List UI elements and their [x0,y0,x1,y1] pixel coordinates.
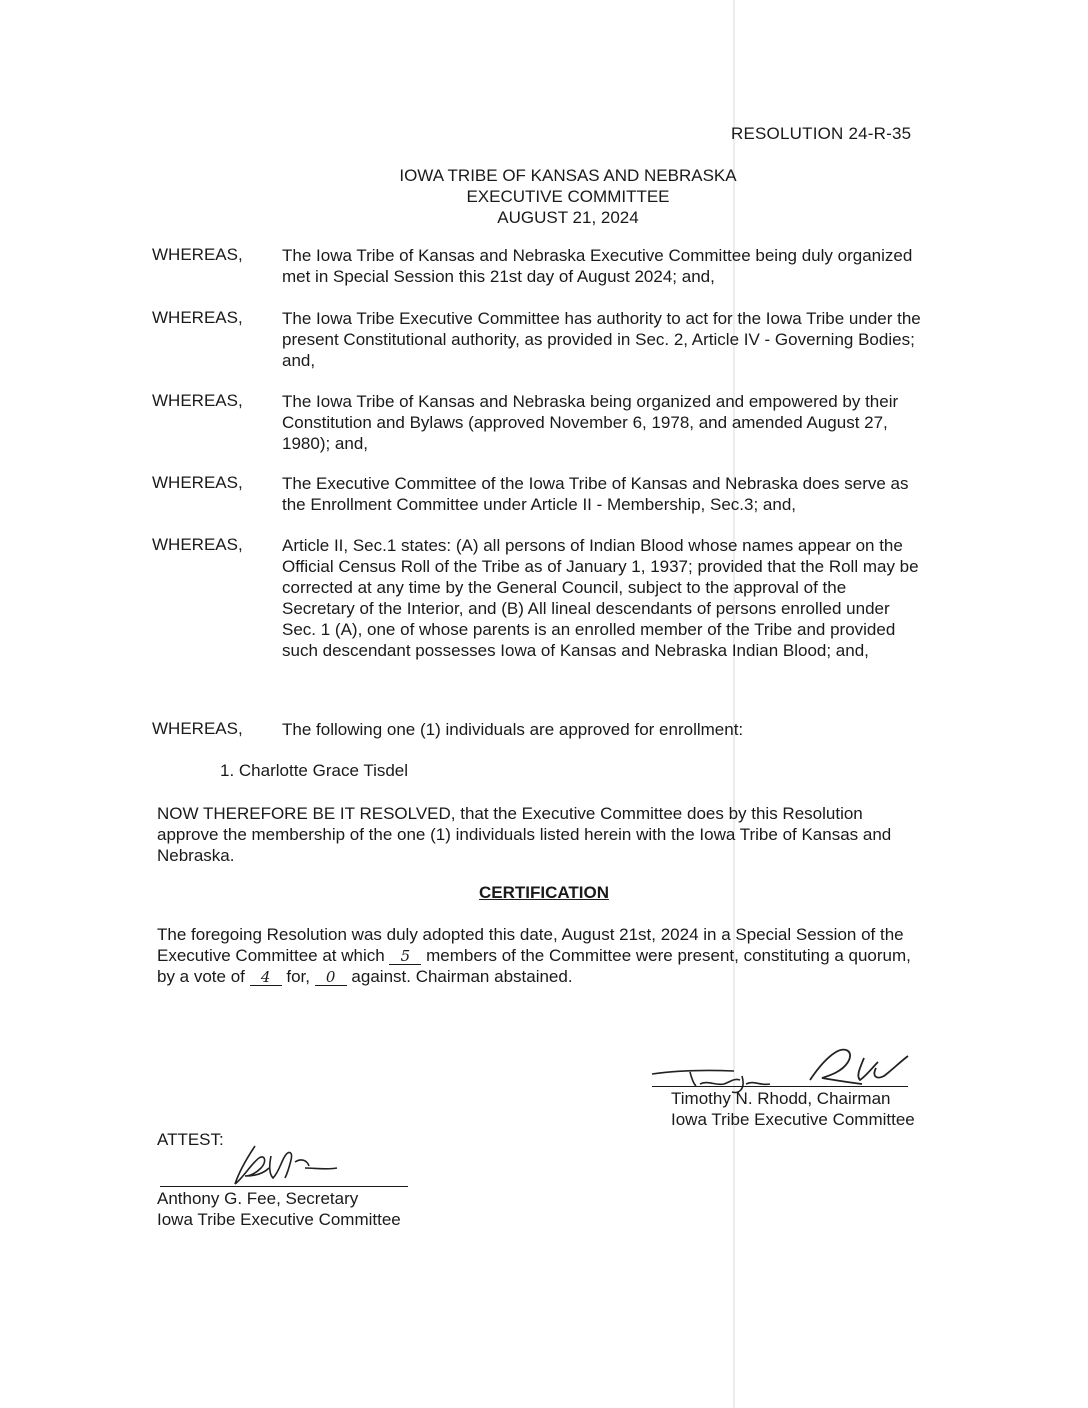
certification-text: for, [281,967,315,986]
whereas-label: WHEREAS, [152,391,243,410]
document-header [0,165,1088,228]
header-organization: IOWA TRIBE OF KANSAS AND NEBRASKA [399,166,737,185]
whereas-label: WHEREAS, [152,245,243,264]
whereas-label: WHEREAS, [152,719,243,738]
secretary-signature-line [160,1186,408,1187]
whereas-text: The following one (1) individuals are approved for enrollment: [282,720,744,739]
resolution-number: RESOLUTION 24-R-35 [731,124,912,143]
chairman-block [671,1088,915,1130]
secretary-name: Anthony G. Fee, Secretary [157,1189,359,1208]
whereas-label: WHEREAS, [152,473,243,492]
votes-against-value: 0 [315,969,347,986]
whereas-text: The Iowa Tribe of Kansas and Nebraska being organized and empowered by their Constitution and Bylaws (approved November 6, 1978, and amended August 27, 1980); and, [282,392,899,453]
attest-label: ATTEST: [157,1130,224,1149]
chairman-signature-line [652,1086,908,1087]
secretary-block [157,1188,401,1230]
whereas-label: WHEREAS, [152,535,243,554]
certification-text: against. Chairman abstained. [346,967,573,986]
header-date: AUGUST 21, 2024 [497,208,639,227]
certification-heading: CERTIFICATION [478,883,609,902]
certification-text: The foregoing Resolution was duly adopted this date, August 21st, 2024 in a Special Session of the Executive Committee at which [157,925,904,965]
secretary-signature [225,1138,375,1190]
secretary-title: Iowa Tribe Executive Committee [157,1210,401,1229]
certification-text: members of the Committee were present, constituting a quorum, by a vote of [157,946,911,986]
chairman-name: Timothy N. Rhodd, Chairman [671,1089,891,1108]
whereas-text: The Iowa Tribe of Kansas and Nebraska Executive Committee being duly organized met in Special Session this 21st day of August 2024; and, [282,246,913,286]
members-present-value: 5 [389,948,421,965]
chairman-title: Iowa Tribe Executive Committee [671,1110,915,1129]
whereas-text: The Iowa Tribe Executive Committee has authority to act for the Iowa Tribe under the present Constitutional authority, as provided in Sec. 2, Article IV - Governing Bodies; and, [282,309,921,370]
resolved-paragraph: NOW THEREFORE BE IT RESOLVED, that the Executive Committee does by this Resolution approve the membership of the one (1) individuals listed herein with the Iowa Tribe of Kansas and Nebraska. [157,804,892,865]
whereas-text: Article II, Sec.1 states: (A) all persons of Indian Blood whose names appear on the Official Census Roll of the Tribe as of January 1, 1937; provided that the Roll may be corrected at any time by the General Council, subject to the approval of the Secretary of the Interior, and (B) All lineal descendants of persons enrolled under Sec. 1 (A), one of whose parents is an enrolled member of the Tribe and provided such descendant possesses Iowa of Kansas and Nebraska Indian Blood; and, [282,536,919,660]
whereas-label: WHEREAS, [152,308,243,327]
whereas-text: The Executive Committee of the Iowa Tribe of Kansas and Nebraska does serve as the Enrollment Committee under Article II - Membership, Sec.3; and, [282,474,909,514]
header-committee: EXECUTIVE COMMITTEE [466,187,670,206]
votes-for-value: 4 [250,969,282,986]
certification-paragraph [157,924,927,987]
enrollee-list-item: 1. Charlotte Grace Tisdel [220,761,409,780]
